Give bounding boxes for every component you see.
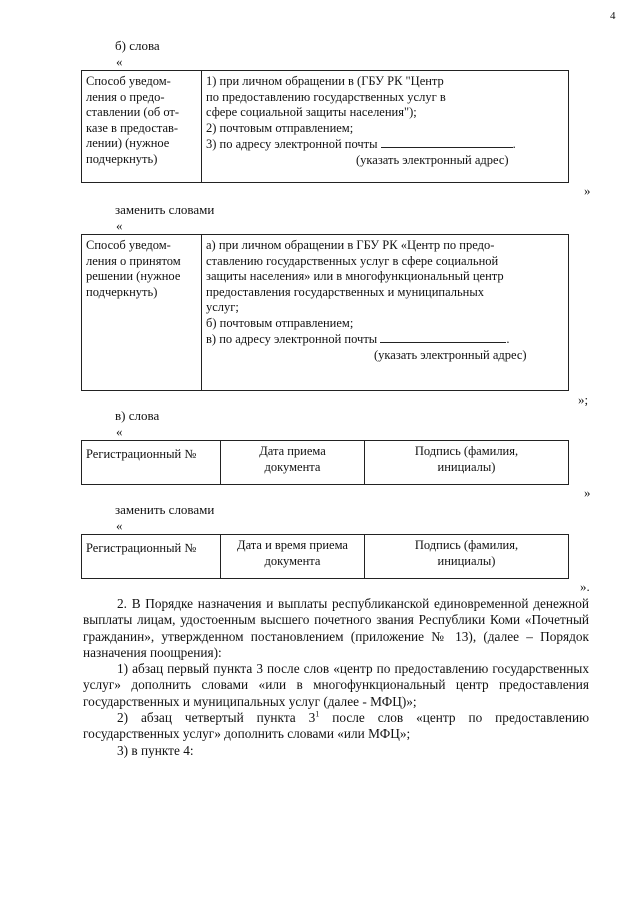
paragraph-item-1: 1) абзац первый пункта 3 после слов «центр по предоставлению государственных услуг» дополнить словами «или в многофункциональный центр предоставления государственных и муниципальных услуг (далее - МФЦ)»; bbox=[83, 661, 589, 709]
email-blank-line bbox=[381, 136, 513, 148]
open-quote: « bbox=[116, 518, 123, 533]
email-hint: (указать электронный адрес) bbox=[374, 347, 527, 362]
close-quote: » bbox=[584, 485, 591, 500]
receipt-datetime-cell: Дата и время приема документа bbox=[221, 535, 365, 579]
signature-cell: Подпись (фамилия, инициалы) bbox=[365, 441, 569, 485]
registration-number-cell: Регистрационный № bbox=[82, 441, 221, 485]
paragraph-2: 2. В Порядке назначения и выплаты республиканской единовременной денежной выплаты лицам, удостоенным высшего почетного звания Республики Коми «Почетный гражданин», утвержденном постановлением (приложение № 13), (далее – Порядок назначения поощрения): bbox=[83, 596, 589, 660]
notification-options-cell: 1) при личном обращении в (ГБУ РК "Центр по предоставлению государственных услуг в сфере социальной защиты населения"); 2) почтовым отправлением; 3) по адресу электронной почты . (указать электронный адрес) bbox=[202, 71, 569, 183]
replace-label: заменить словами bbox=[115, 502, 215, 517]
old-registration-table bbox=[81, 440, 569, 485]
paragraph-item-3: 3) в пункте 4: bbox=[117, 742, 194, 758]
decision-options-cell: а) при личном обращении в ГБУ РК «Центр по предо- ставлению государственных услуг в сфере социальной защиты населения» или в многофункциональный центр предоставления государственных и муниципальных услуг; б) почтовым отправлением; в) по адресу электронной почты . (указать электронный адрес) bbox=[202, 235, 569, 391]
new-registration-table bbox=[81, 534, 569, 579]
new-notification-table bbox=[81, 234, 569, 391]
close-quote: » bbox=[584, 183, 591, 198]
signature-cell: Подпись (фамилия, инициалы) bbox=[365, 535, 569, 579]
end-quote: ». bbox=[580, 579, 590, 594]
receipt-date-cell: Дата приема документа bbox=[221, 441, 365, 485]
replace-label: заменить словами bbox=[115, 202, 215, 217]
section-v-label: в) слова bbox=[115, 408, 160, 423]
section-b-label: б) слова bbox=[115, 38, 160, 53]
email-hint: (указать электронный адрес) bbox=[356, 152, 509, 167]
end-quote: »; bbox=[578, 392, 589, 407]
notification-method-cell: Способ уведом- ления о предо- ставлении (об от- казе в предостав- лении) (нужное подчеркнуть) bbox=[82, 71, 202, 183]
open-quote: « bbox=[116, 424, 123, 439]
open-quote: « bbox=[116, 54, 123, 69]
registration-number-cell: Регистрационный № bbox=[82, 535, 221, 579]
email-blank-line bbox=[380, 331, 506, 343]
body-text bbox=[83, 596, 589, 759]
old-notification-table bbox=[81, 70, 569, 183]
open-quote: « bbox=[116, 218, 123, 233]
page-number: 4 bbox=[610, 10, 616, 22]
paragraph-item-2: 2) абзац четвертый пункта $3^1$ после слов «центр по предоставлению государственных услуг» дополнить словами «или МФЦ»; bbox=[83, 709, 590, 742]
decision-method-cell: Способ уведом- ления о принятом решении (нужное подчеркнуть) bbox=[82, 235, 202, 391]
